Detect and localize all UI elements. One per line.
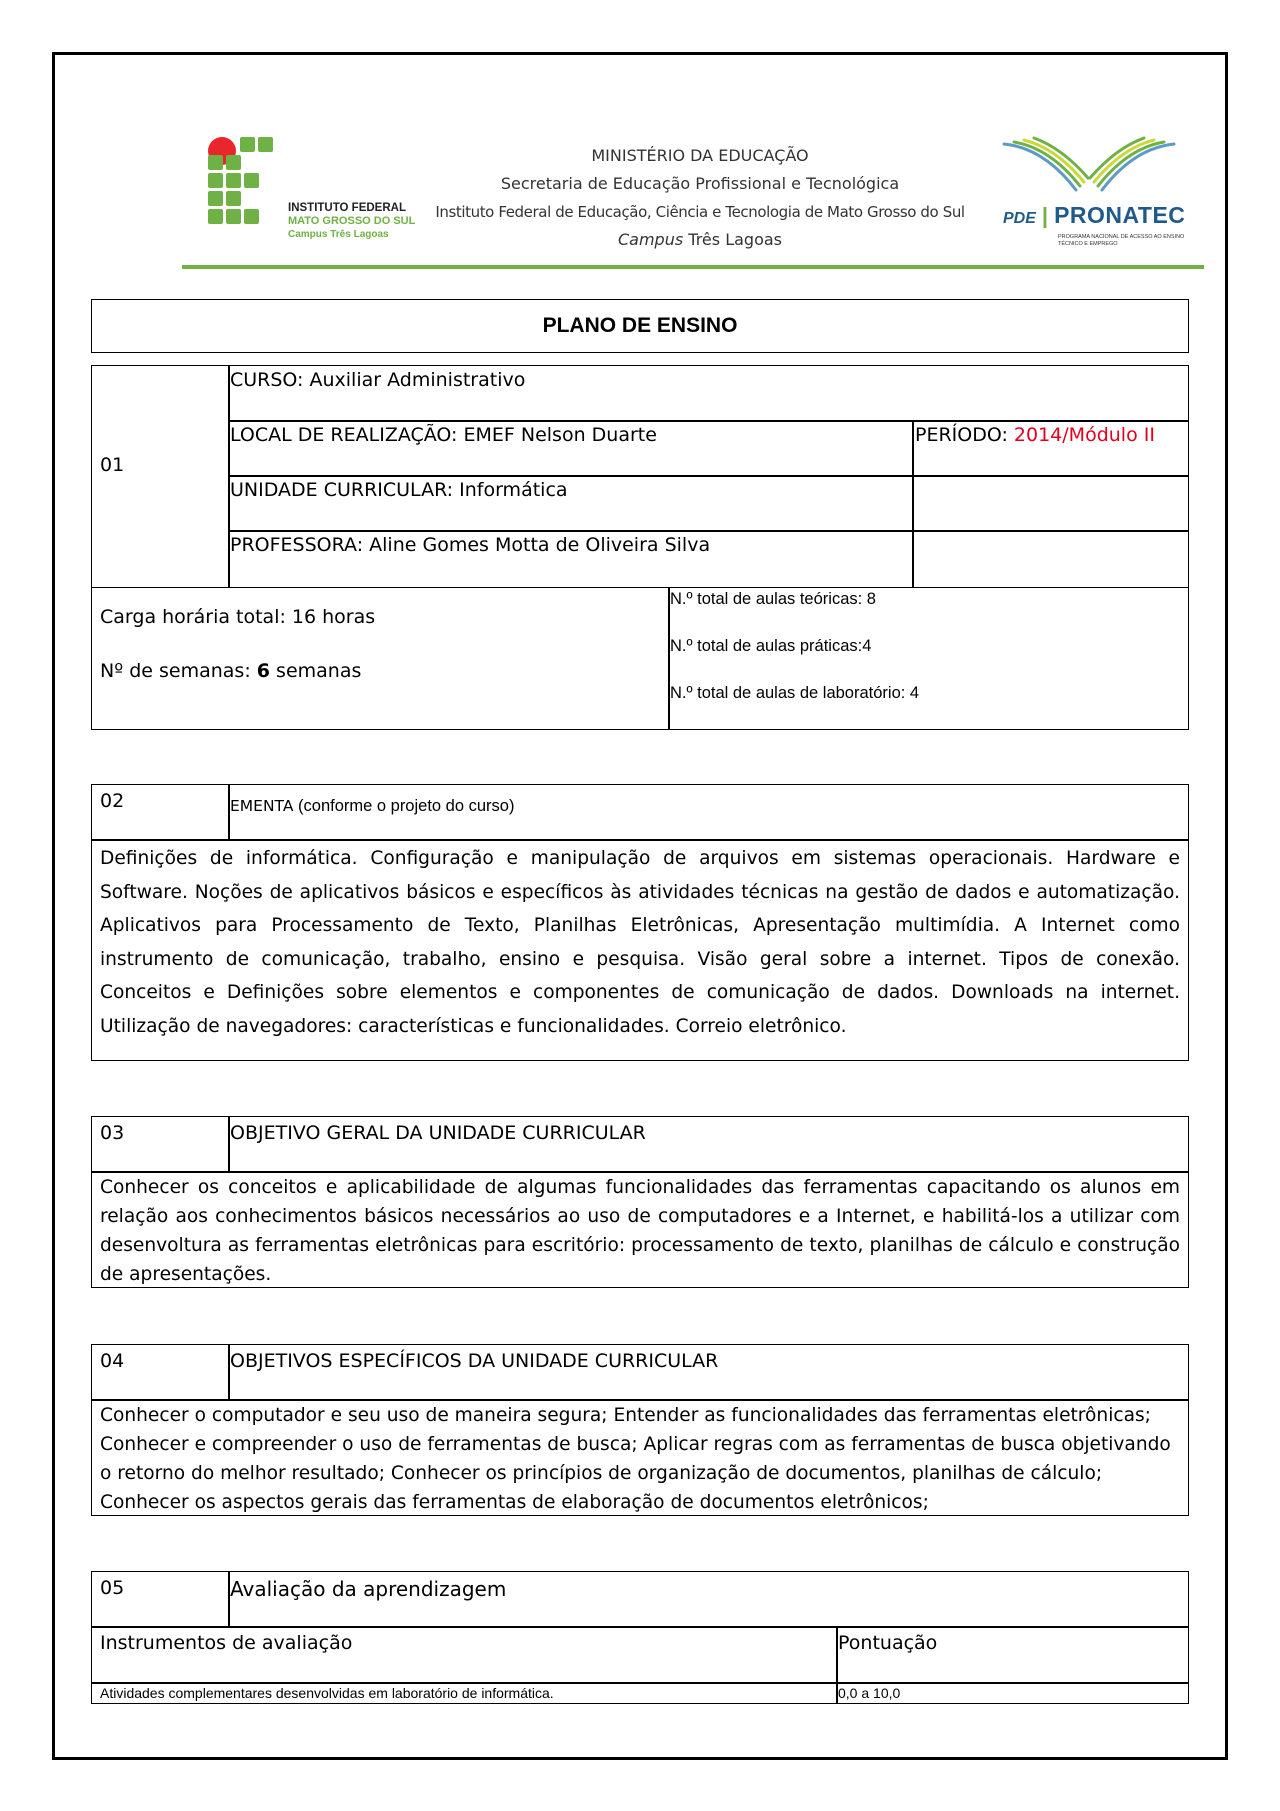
if-logo-line2: MATO GROSSO DO SUL xyxy=(288,215,416,227)
section-01-hours xyxy=(91,587,1189,730)
column-header-instrumentos: Instrumentos de avaliação xyxy=(100,1632,353,1654)
section-03-number: 03 xyxy=(100,1122,125,1144)
if-logo-line3: Campus Três Lagoas xyxy=(288,229,389,240)
ministry-header xyxy=(420,142,980,254)
semanas-value: 6 xyxy=(256,660,270,682)
table-row-instrumento: Atividades complementares desenvolvidas em laboratório de informática. xyxy=(100,1685,554,1701)
professora-field: PROFESSORA: Aline Gomes Motta de Oliveira Silva xyxy=(230,534,711,556)
pronatec-subtitle: PROGRAMA NACIONAL DE ACESSO AO ENSINO TÉCNICO E EMPREGO xyxy=(1058,234,1185,247)
section-04-number: 04 xyxy=(100,1350,125,1372)
ementa-heading-caps: EMENTA xyxy=(230,797,294,815)
instituto-federal-logo xyxy=(206,136,416,244)
section-02-number: 02 xyxy=(100,790,125,812)
section-03-objetivo-geral xyxy=(91,1116,1189,1288)
section-01-top xyxy=(91,365,1189,588)
semanas-suffix: semanas xyxy=(270,660,362,682)
pronatec-logo xyxy=(1000,136,1200,254)
periodo-field xyxy=(915,424,1155,446)
curso-field: CURSO: Auxiliar Administrativo xyxy=(230,369,526,391)
campus-name: Três Lagoas xyxy=(683,230,782,249)
semanas-field xyxy=(100,660,361,682)
periodo-label: PERÍODO: xyxy=(915,424,1014,446)
ementa-body: Definições de informática. Configuração e manipulação de arquivos em sistemas operacionais. Hardware e Software. Noções de aplicativos básicos e específicos às atividades técnicas na gestão de dados e automatização. Aplicativos para Processamento de Texto, Planilhas Eletrônicas, Apresentação multimídia. A Internet como instrumento de comunicação, trabalho, ensino e pesquisa. Visão geral sobre a internet. Tipos de conexão. Conceitos e Definições sobre elementos e componentes de comunicação de dados. Downloads na internet. Utilização de navegadores: características e funcionalidades. Correio eletrônico. xyxy=(100,848,1180,1037)
section-05-number: 05 xyxy=(100,1577,125,1599)
pronatec-wordmark xyxy=(1003,202,1185,229)
aulas-laboratorio: N.º total de aulas de laboratório: 4 xyxy=(670,684,920,702)
pde-label: PDE xyxy=(1003,210,1036,227)
if-logo-line1: INSTITUTO FEDERAL xyxy=(288,202,406,214)
ministry-line3: Instituto Federal de Educação, Ciência e Tecnologia de Mato Grosso do Sul xyxy=(435,203,965,221)
aulas-praticas: N.º total de aulas práticas:4 xyxy=(670,637,872,655)
section-01-number: 01 xyxy=(100,454,125,476)
aulas-teoricas: N.º total de aulas teóricas: 8 xyxy=(670,590,876,608)
ementa-heading xyxy=(230,797,514,816)
title-box xyxy=(91,299,1189,353)
ministry-line2: Secretaria de Educação Profissional e Tecnológica xyxy=(500,174,900,193)
campus-word: Campus xyxy=(617,230,684,249)
page-title: PLANO DE ENSINO xyxy=(542,314,738,337)
avaliacao-heading: Avaliação da aprendizagem xyxy=(230,1577,507,1601)
semanas-prefix: Nº de semanas: xyxy=(100,660,257,682)
pronatec-label: PRONATEC xyxy=(1054,202,1186,228)
section-02-ementa xyxy=(91,784,1189,1061)
objetivos-especificos-body: Conhecer o computador e seu uso de maneira segura; Entender as funcionalidades das ferramentas eletrônicas; Conhecer e compreender o uso de ferramentas de busca; Aplicar regras com as ferramentas de busca objetivando o retorno do melhor resultado; Conhecer os princípios de organização de documentos, planilhas de cálculo; Conhecer os aspectos gerais das ferramentas de elaboração de documentos eletrônicos; xyxy=(100,1405,1171,1513)
ministry-line1: MINISTÉRIO DA EDUCAÇÃO xyxy=(591,146,809,165)
header-divider xyxy=(182,265,1204,269)
objetivo-geral-body: Conhecer os conceitos e aplicabilidade de algumas funcionalidades das ferramentas capacitando os alunos em relação aos conhecimentos básicos necessários ao uso de computadores e a Internet, e habilitá-los a utilizar com desenvoltura as ferramentas eletrônicas para escritório: processamento de texto, planilhas de cálculo e construção de apresentações. xyxy=(100,1177,1180,1285)
periodo-value: 2014/Módulo II xyxy=(1013,424,1155,446)
unidade-field: UNIDADE CURRICULAR: Informática xyxy=(230,479,568,501)
table-row-pontuacao: 0,0 a 10,0 xyxy=(838,1685,901,1701)
carga-horaria: Carga horária total: 16 horas xyxy=(100,606,376,628)
local-field: LOCAL DE REALIZAÇÃO: EMEF Nelson Duarte xyxy=(230,424,657,446)
if-logo-grid-icon xyxy=(206,136,288,244)
section-05-avaliacao xyxy=(91,1571,1189,1704)
objetivos-especificos-heading: OBJETIVOS ESPECÍFICOS DA UNIDADE CURRICULAR xyxy=(230,1350,719,1372)
column-header-pontuacao: Pontuação xyxy=(838,1632,938,1654)
section-04-objetivos-especificos xyxy=(91,1344,1189,1516)
objetivo-geral-heading: OBJETIVO GERAL DA UNIDADE CURRICULAR xyxy=(230,1122,646,1144)
pronatec-separator: | xyxy=(1041,203,1049,228)
open-book-icon xyxy=(1000,136,1200,202)
ementa-heading-rest: (conforme o projeto do curso) xyxy=(293,797,515,815)
if-logo-text xyxy=(288,202,415,241)
ministry-line4 xyxy=(420,226,980,254)
